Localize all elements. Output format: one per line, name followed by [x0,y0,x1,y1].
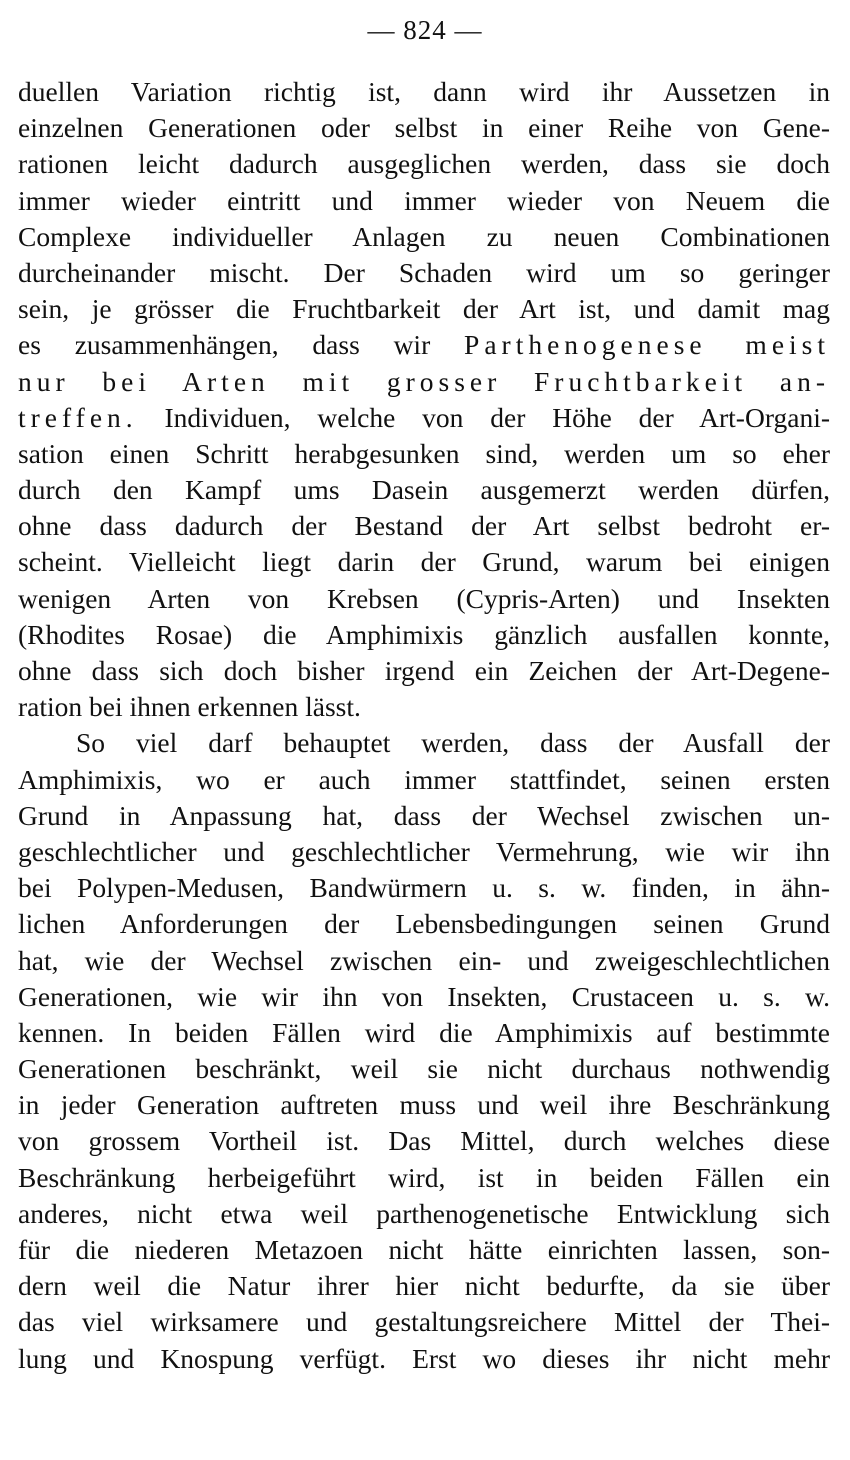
text-line: Generationen, wie wir ihn von Insekten, Crustaceen u. s. w. [18,980,830,1012]
text-line: So viel darf behauptet werden, dass der Ausfall der [76,727,830,759]
text-fragment: Individuen, welche von der Höhe der Art-Organi- [137,401,830,433]
text-line: durch den Kampf ums Dasein ausgemerzt werden dürfen, [18,474,830,506]
text-line: geschlechtlicher und geschlechtlicher Vermehrung, wie wir ihn [18,835,830,867]
text-line: von grossem Vortheil ist. Das Mittel, durch welches diese [18,1125,830,1157]
spaced-emphasis: Parthenogenese meist [464,329,831,361]
text-line: lung und Knospung verfügt. Erst wo dieses ihr nicht mehr [18,1342,830,1374]
text-fragment: es zusammenhängen, dass wir [18,329,431,361]
text-line: durcheinander mischt. Der Schaden wird um so geringer [18,256,830,288]
text-line [18,327,830,363]
paragraph-1 [18,74,830,725]
text-line: scheint. Vielleicht liegt darin der Grund, warum bei einigen [18,546,830,578]
text-line: Complexe individueller Anlagen zu neuen Combinationen [18,220,830,252]
body-text [18,74,830,1377]
text-line: immer wieder eintritt und immer wieder von Neuem die [18,184,830,216]
text-line: sation einen Schritt herabgesunken sind, werden um so eher [18,437,830,469]
text-line: ration bei ihnen erkennen lässt. [18,691,361,723]
text-line: hat, wie der Wechsel zwischen ein- und zweigeschlechtlichen [18,944,830,976]
text-line: bei Polypen-Medusen, Bandwürmern u. s. w. finden, in ähn- [18,872,830,904]
text-line: Grund in Anpassung hat, dass der Wechsel zwischen un- [18,799,830,831]
page-number: — 824 — [367,15,483,45]
text-line: Generationen beschränkt, weil sie nicht durchaus nothwendig [18,1053,830,1085]
text-line-spaced-emphasis: nur bei Arten mit grosser Fruchtbarkeit an- [18,365,830,397]
text-line: Beschränkung herbeigeführt wird, ist in beiden Fällen ein [18,1161,830,1193]
text-line: sein, je grösser die Fruchtbarkeit der Art ist, und damit mag [18,293,830,325]
text-line: rationen leicht dadurch ausgeglichen werden, dass sie doch [18,148,830,180]
text-line: in jeder Generation auftreten muss und weil ihre Beschränkung [18,1089,830,1121]
text-line: das viel wirksamere und gestaltungsreichere Mittel der Thei- [18,1306,830,1338]
text-line [18,400,830,436]
paragraph-2 [18,725,830,1376]
text-line: dern weil die Natur ihrer hier nicht bedurfte, da sie über [18,1270,830,1302]
text-line: duellen Variation richtig ist, dann wird ihr Aussetzen in [18,76,830,107]
text-line: Amphimixis, wo er auch immer stattfindet, seinen ersten [18,763,830,795]
text-line: wenigen Arten von Krebsen (Cypris-Arten) und Insekten [18,582,830,614]
text-line: kennen. In beiden Fällen wird die Amphimixis auf bestimmte [18,1016,830,1048]
text-line: ohne dass sich doch bisher irgend ein Zeichen der Art-Degene- [18,655,830,686]
text-line: (Rhodites Rosae) die Amphimixis gänzlich ausfallen konnte, [18,618,830,650]
text-line: ohne dass dadurch der Bestand der Art selbst bedroht er- [18,510,830,542]
text-line: für die niederen Metazoen nicht hätte einrichten lassen, son- [18,1234,830,1265]
text-line: anderes, nicht etwa weil parthenogenetische Entwicklung sich [18,1197,830,1229]
text-line: einzelnen Generationen oder selbst in einer Reihe von Gene- [18,112,830,144]
text-line: lichen Anforderungen der Lebensbedingungen seinen Grund [18,908,830,940]
spaced-emphasis: treffen. [18,401,138,433]
